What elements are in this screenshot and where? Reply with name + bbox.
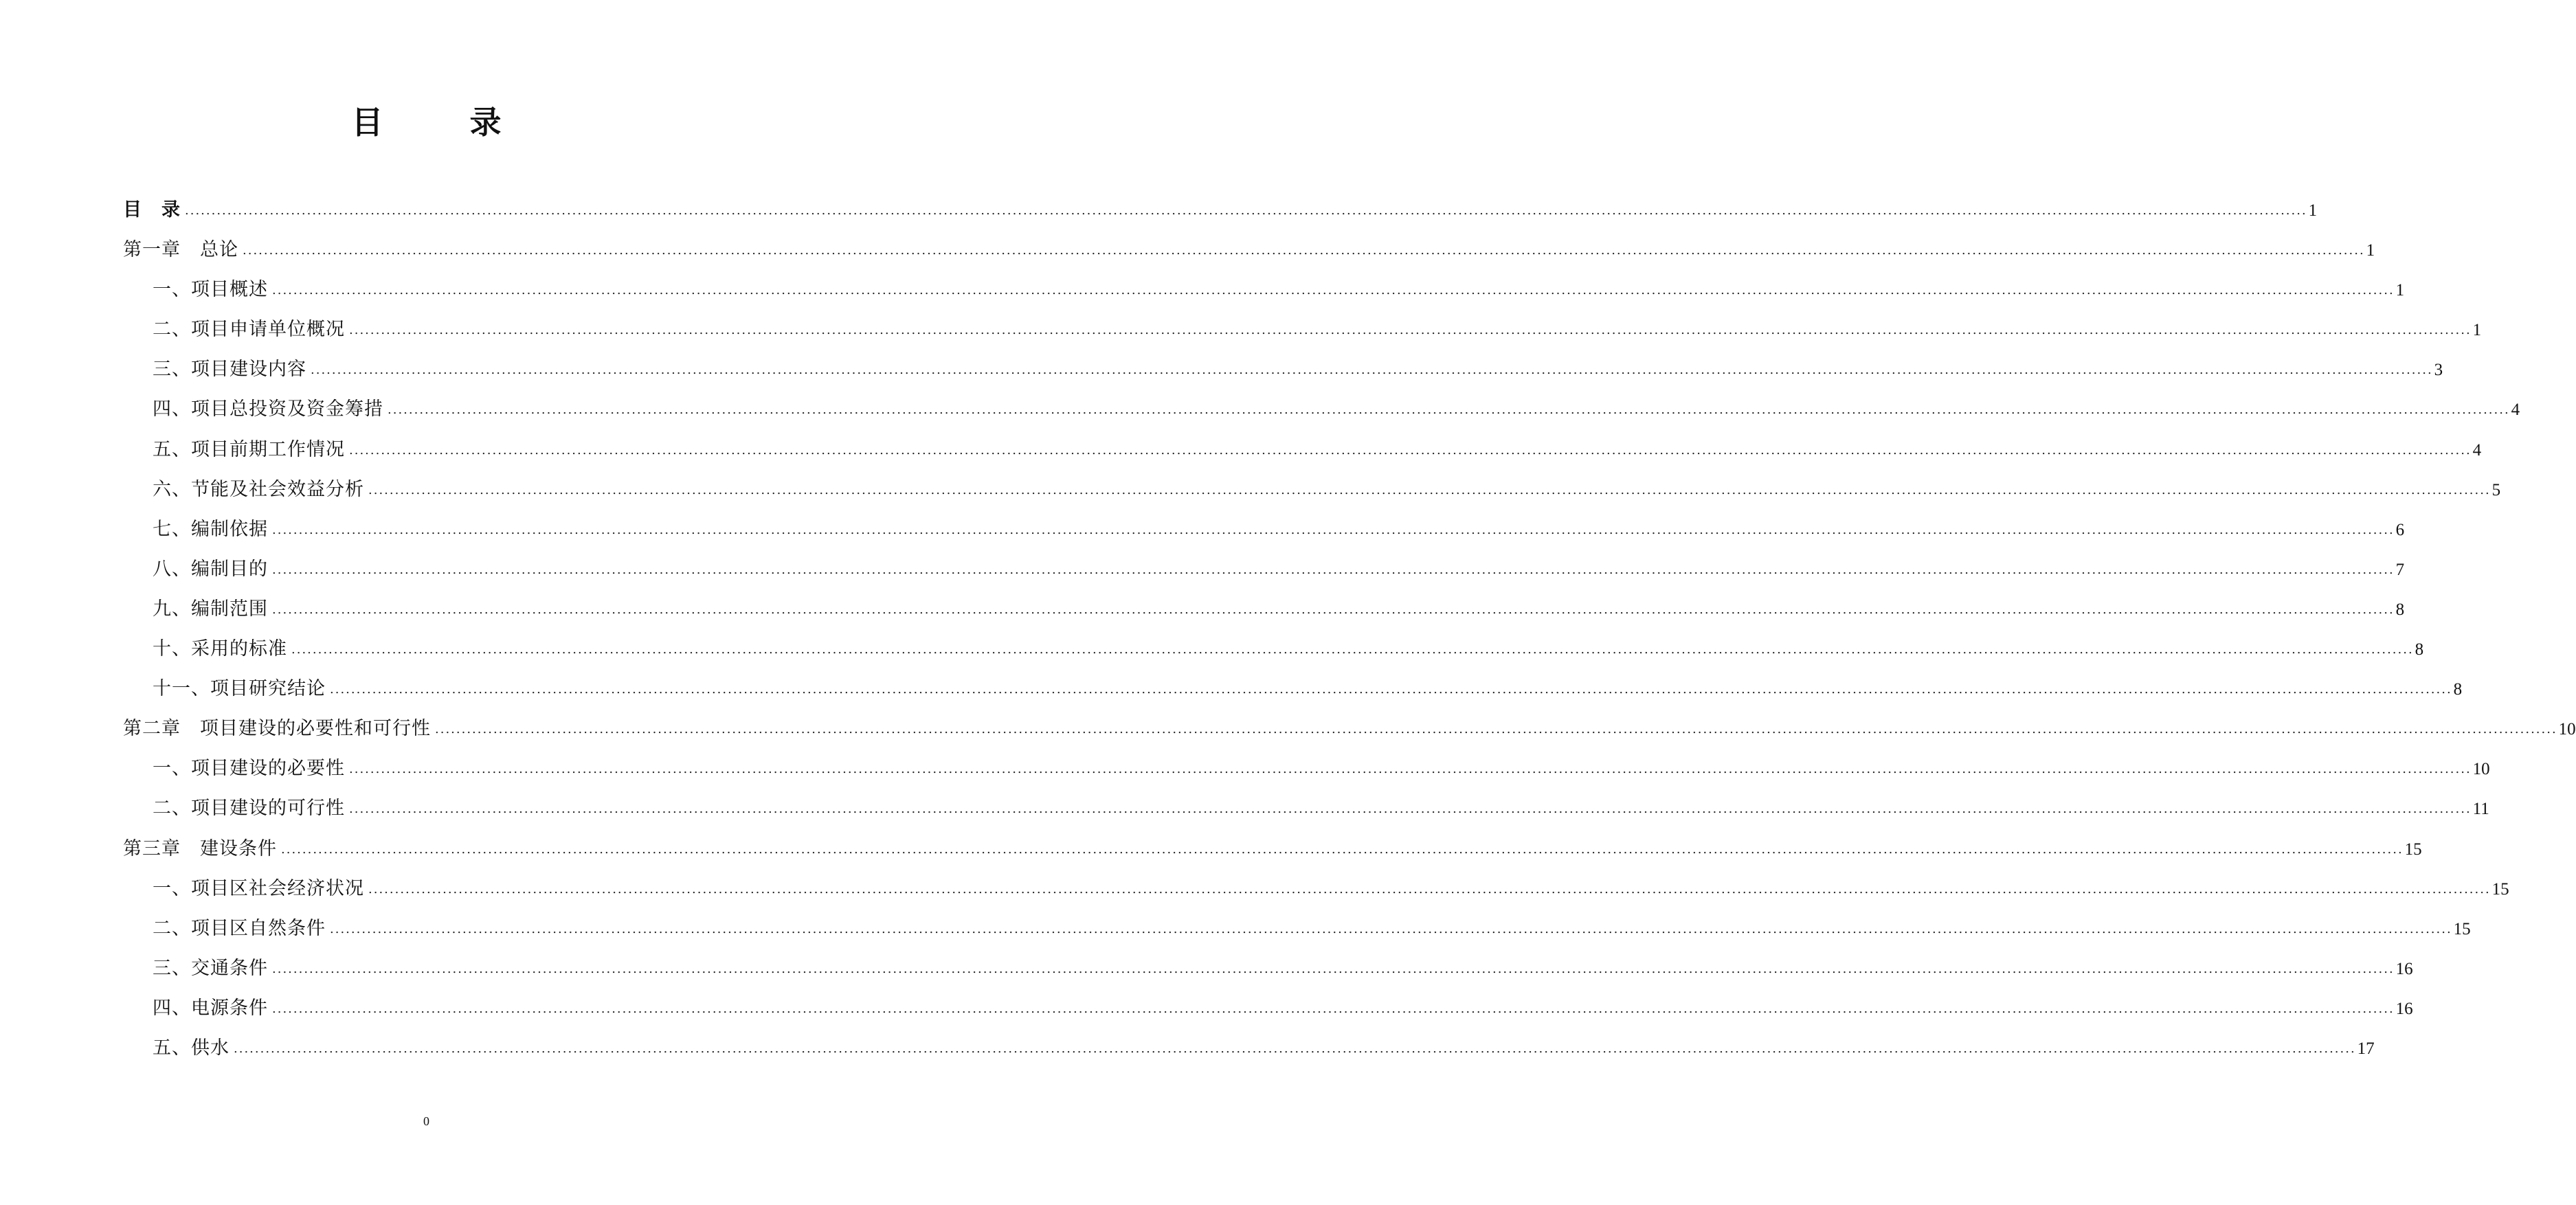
toc-entry-page: 15 xyxy=(2453,919,2471,938)
toc-chapter-entry[interactable] xyxy=(123,234,2375,274)
toc-entry-page: 8 xyxy=(2415,640,2424,660)
toc-section-entry[interactable] xyxy=(123,953,2413,993)
toc-entry-label: 一、项目区社会经济状况 xyxy=(153,877,364,899)
toc-dot-leader: ................................................................................................................................................................................................................................................................................................................................................................................................................ xyxy=(272,562,2395,577)
toc-section-entry[interactable] xyxy=(123,354,2443,394)
toc-entry-label: 一、项目建设的必要性 xyxy=(153,758,345,780)
toc-entry-page: 8 xyxy=(2453,680,2463,699)
toc-entry-label: 九、编制范围 xyxy=(153,598,268,620)
toc-entry-page: 1 xyxy=(2366,241,2375,260)
toc-dot-leader: ................................................................................................................................................................................................................................................................................................................................................................................................................ xyxy=(272,1001,2395,1016)
toc-entry-label: 第三章 建设条件 xyxy=(123,837,277,859)
toc-chapter-entry[interactable] xyxy=(123,713,2576,753)
toc-entry-page: 4 xyxy=(2511,401,2520,420)
toc-entry-label: 三、交通条件 xyxy=(153,957,268,979)
toc-dot-leader: ................................................................................................................................................................................................................................................................................................................................................................................................................ xyxy=(368,881,2491,897)
toc-entry-label: 一、项目概述 xyxy=(153,279,268,301)
toc-dot-leader: ................................................................................................................................................................................................................................................................................................................................................................................................................ xyxy=(311,363,2433,378)
toc-section-entry[interactable] xyxy=(123,554,2405,594)
toc-entry-label: 目 录 xyxy=(123,199,181,221)
toc-dot-leader: ................................................................................................................................................................................................................................................................................................................................................................................................................ xyxy=(435,722,2557,737)
toc-dot-leader: ................................................................................................................................................................................................................................................................................................................................................................................................................ xyxy=(281,842,2404,857)
toc-section-entry[interactable] xyxy=(123,913,2471,953)
toc-entry-page: 1 xyxy=(2395,281,2405,300)
toc-entry-label: 十、采用的标准 xyxy=(153,638,287,660)
toc-dot-leader: ................................................................................................................................................................................................................................................................................................................................................................................................................ xyxy=(272,283,2395,298)
toc-entry-page: 15 xyxy=(2491,879,2509,899)
toc-entry-page: 1 xyxy=(2472,321,2482,340)
toc-entry-page: 15 xyxy=(2404,840,2422,859)
toc-entry-label: 第二章 项目建设的必要性和可行性 xyxy=(123,718,431,740)
toc-entry-page: 7 xyxy=(2395,560,2405,579)
toc-entry-page: 4 xyxy=(2472,440,2482,460)
toc-entry-page: 16 xyxy=(2395,999,2413,1018)
toc-section-entry[interactable] xyxy=(123,1033,2375,1072)
toc-section-entry[interactable] xyxy=(123,274,2405,314)
toc-entry-page: 5 xyxy=(2491,480,2501,499)
toc-section-entry[interactable] xyxy=(123,993,2413,1033)
toc-dot-leader: ................................................................................................................................................................................................................................................................................................................................................................................................................ xyxy=(185,203,2307,218)
toc-entry-page: 3 xyxy=(2434,361,2443,380)
page-title: 目 录 xyxy=(351,104,529,141)
toc-dot-leader: ................................................................................................................................................................................................................................................................................................................................................................................................................ xyxy=(243,243,2365,258)
toc-entry-label: 三、项目建设内容 xyxy=(153,359,306,381)
toc-entry-page: 16 xyxy=(2395,959,2413,978)
toc-section-entry[interactable] xyxy=(123,594,2405,633)
toc-entry-label: 二、项目申请单位概况 xyxy=(153,319,345,341)
toc-dot-leader: ................................................................................................................................................................................................................................................................................................................................................................................................................ xyxy=(349,802,2472,817)
toc-entry-label: 十一、项目研究结论 xyxy=(153,678,326,700)
toc-entry-page: 17 xyxy=(2357,1039,2375,1058)
toc-dot-leader: ................................................................................................................................................................................................................................................................................................................................................................................................................ xyxy=(272,961,2395,976)
toc-section-entry[interactable] xyxy=(123,793,2489,833)
toc-dot-leader: ................................................................................................................................................................................................................................................................................................................................................................................................................ xyxy=(349,323,2472,338)
table-of-contents xyxy=(123,194,2576,1072)
toc-entry-label: 四、项目总投资及资金筹措 xyxy=(153,398,383,420)
toc-section-entry[interactable] xyxy=(123,314,2482,354)
toc-section-entry[interactable] xyxy=(123,633,2424,673)
toc-entry-page: 6 xyxy=(2395,520,2405,539)
toc-entry-label: 五、项目前期工作情况 xyxy=(153,438,345,460)
toc-entry-label: 七、编制依据 xyxy=(153,518,268,540)
toc-entry-label: 八、编制目的 xyxy=(153,558,268,580)
toc-dot-leader: ................................................................................................................................................................................................................................................................................................................................................................................................................ xyxy=(330,921,2452,936)
toc-entry-page: 1 xyxy=(2308,201,2318,220)
toc-entry-label: 二、项目建设的可行性 xyxy=(153,798,345,820)
toc-dot-leader: ................................................................................................................................................................................................................................................................................................................................................................................................................ xyxy=(330,682,2452,697)
page-number: 0 xyxy=(423,1114,429,1128)
toc-dot-leader: ................................................................................................................................................................................................................................................................................................................................................................................................................ xyxy=(388,403,2510,418)
toc-section-entry[interactable] xyxy=(123,673,2463,713)
toc-dot-leader: ................................................................................................................................................................................................................................................................................................................................................................................................................ xyxy=(234,1041,2356,1056)
toc-dot-leader: ................................................................................................................................................................................................................................................................................................................................................................................................................ xyxy=(272,602,2395,617)
toc-chapter-entry[interactable] xyxy=(123,833,2422,873)
toc-entry-page: 11 xyxy=(2472,800,2489,819)
toc-entry-label: 六、节能及社会效益分析 xyxy=(153,478,364,500)
toc-section-entry[interactable] xyxy=(123,873,2509,913)
toc-dot-leader: ................................................................................................................................................................................................................................................................................................................................................................................................................ xyxy=(272,522,2395,537)
toc-entry-label: 四、电源条件 xyxy=(153,997,268,1019)
toc-entry-label: 第一章 总论 xyxy=(123,239,238,261)
toc-dot-leader: ................................................................................................................................................................................................................................................................................................................................................................................................................ xyxy=(368,482,2491,497)
toc-dot-leader: ................................................................................................................................................................................................................................................................................................................................................................................................................ xyxy=(349,762,2472,777)
toc-section-entry[interactable] xyxy=(123,394,2520,433)
toc-entry-page: 10 xyxy=(2472,760,2490,779)
toc-section-entry[interactable] xyxy=(123,514,2405,554)
toc-entry-page: 8 xyxy=(2395,600,2405,619)
toc-section-entry[interactable] xyxy=(123,434,2482,474)
toc-heading-entry[interactable] xyxy=(123,194,2318,234)
toc-dot-leader: ................................................................................................................................................................................................................................................................................................................................................................................................................ xyxy=(291,642,2414,657)
toc-dot-leader: ................................................................................................................................................................................................................................................................................................................................................................................................................ xyxy=(349,442,2472,458)
toc-entry-page: 10 xyxy=(2558,720,2576,739)
toc-section-entry[interactable] xyxy=(123,753,2490,793)
toc-entry-label: 二、项目区自然条件 xyxy=(153,917,326,939)
toc-section-entry[interactable] xyxy=(123,474,2501,514)
toc-entry-label: 五、供水 xyxy=(153,1037,229,1059)
